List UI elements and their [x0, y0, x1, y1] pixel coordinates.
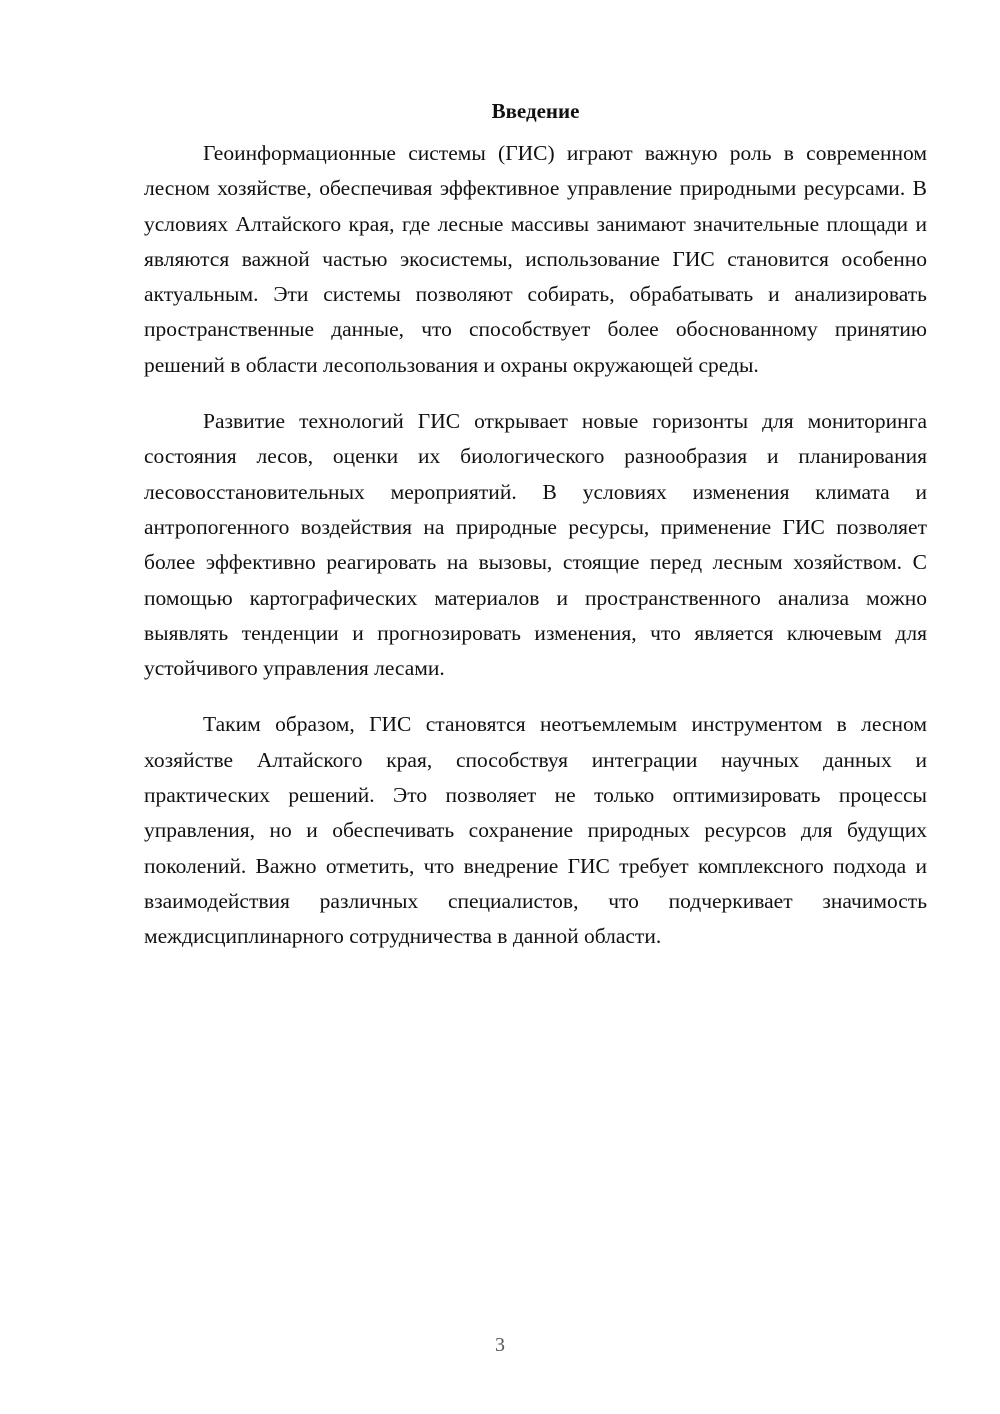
- section-heading: Введение: [491, 99, 580, 123]
- paragraph-2: Развитие технологий ГИС открывает новые горизонты для мониторинга состояния лесов, оценки их биологического разнообразия и планирования лесовосстановительных мероприятий. В условиях изменения климата и антропогенного воздействия на природные ресурсы, применение ГИС позволяет более эффективно реагировать на вызовы, стоящие перед лесным хозяйством. С помощью картографических материалов и пространственного анализа можно выявлять тенденции и прогнозировать изменения, что является ключевым для устойчивого управления лесами.: [144, 409, 927, 681]
- paragraph-1: Геоинформационные системы (ГИС) играют важную роль в современном лесном хозяйстве, обеспечивая эффективное управление природными ресурсами. В условиях Алтайского края, где лесные массивы занимают значительные площади и являются важной частью экосистемы, использование ГИС становится особенно актуальным. Эти системы позволяют собирать, обрабатывать и анализировать пространственные данные, что способствует более обоснованному принятию решений в области лесопользования и охраны окружающей среды.: [144, 141, 927, 377]
- page-content: [144, 96, 927, 976]
- page-number: 3: [495, 1334, 505, 1356]
- paragraph-3: Таким образом, ГИС становятся неотъемлемым инструментом в лесном хозяйстве Алтайского края, способствуя интеграции научных данных и практических решений. Это позволяет не только оптимизировать процессы управления, но и обеспечивать сохранение природных ресурсов для будущих поколений. Важно отметить, что внедрение ГИС требует комплексного подхода и взаимодействия различных специалистов, что подчеркивает значимость междисциплинарного сотрудничества в данной области.: [144, 712, 927, 949]
